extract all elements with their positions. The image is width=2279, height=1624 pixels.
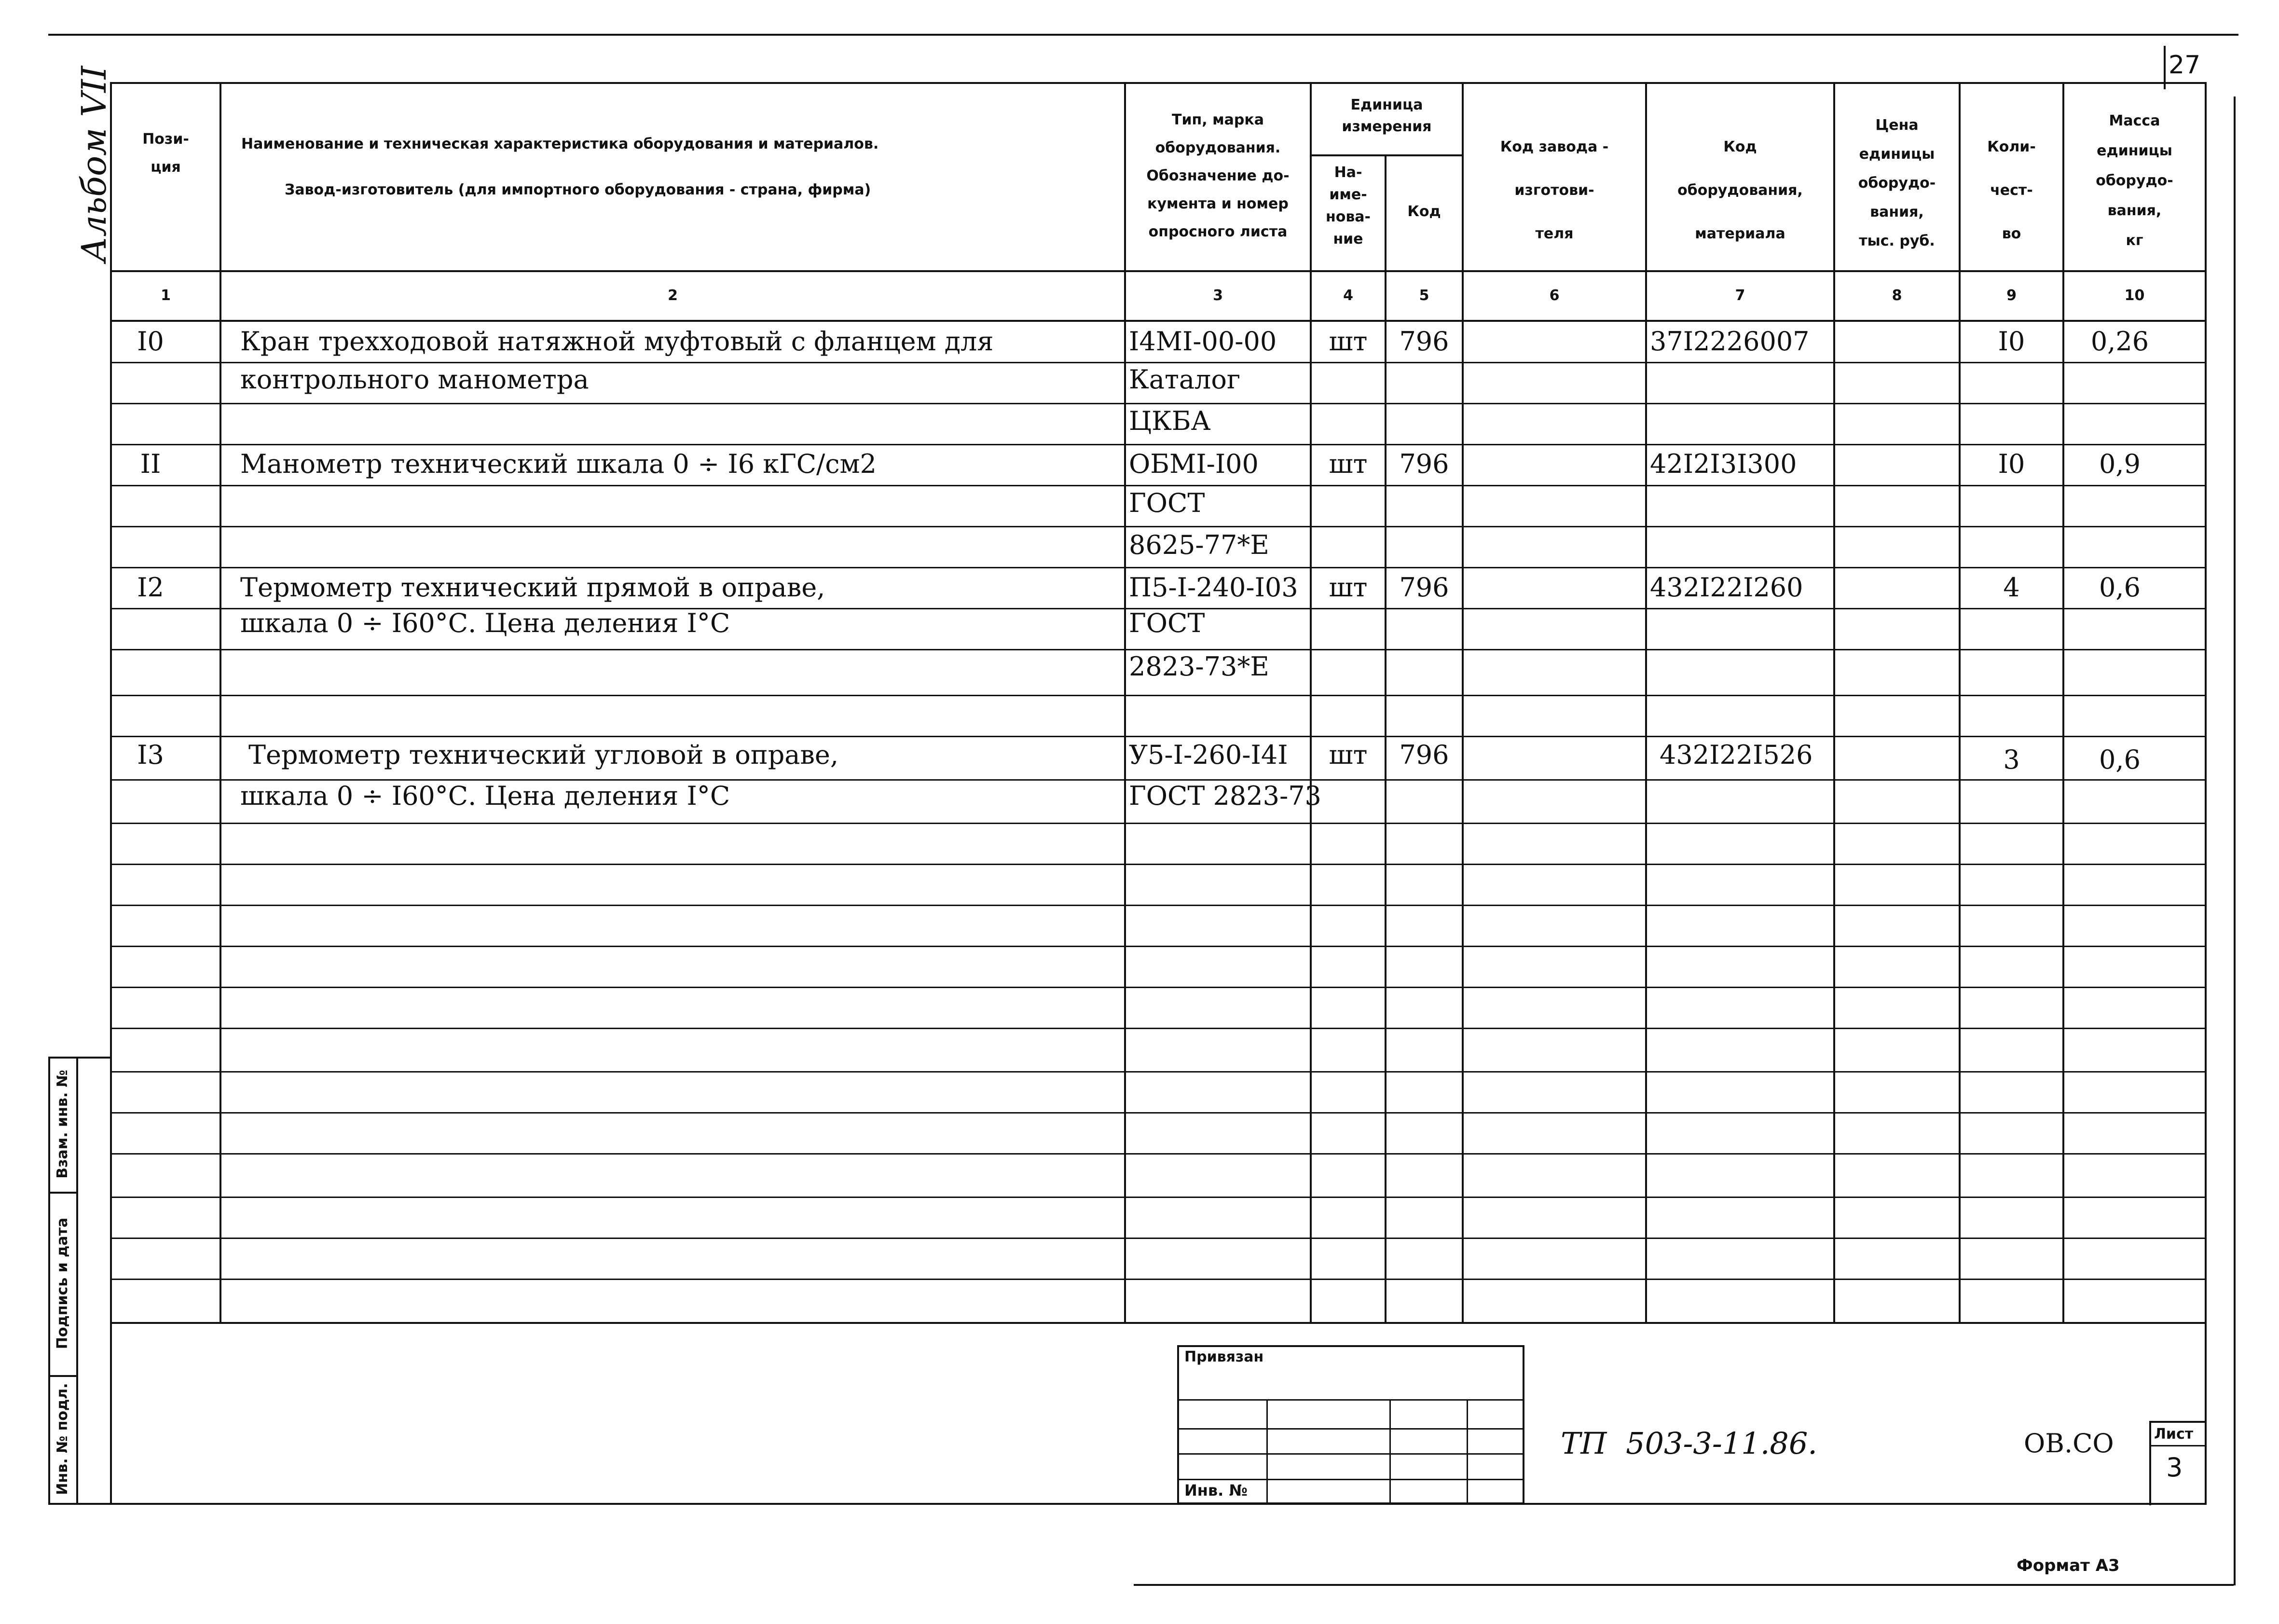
- col-sep-5: [1462, 82, 1464, 1323]
- row-line: [110, 823, 2207, 824]
- cell-position: I2: [137, 572, 164, 603]
- frame-bottom: [48, 1503, 2207, 1505]
- header-col2-line1: Наименование и техническая характеристика оборудования и материалов.: [241, 136, 879, 152]
- binding-col-line: [1266, 1399, 1268, 1504]
- album-label-wrap: [72, 39, 116, 289]
- cell-type: ГОСТ: [1129, 608, 1205, 638]
- cell-name: Термометр технический прямой в оправе,: [240, 572, 825, 603]
- cell-type: ГОСТ 2823-73: [1129, 781, 1321, 811]
- side-stamp-original-inv: Инв. № подл.: [54, 1383, 71, 1495]
- table-top: [110, 82, 2207, 84]
- table-bottom: [110, 1322, 2207, 1324]
- col-sep-3: [1310, 82, 1312, 1323]
- col-sep-1: [220, 82, 221, 1323]
- binding-row-line: [1177, 1399, 1524, 1401]
- row-line: [110, 1112, 2207, 1114]
- outer-right-border: [2234, 96, 2236, 1585]
- col-sep-8: [1959, 82, 1961, 1323]
- album-number: VII: [74, 66, 114, 117]
- cell-unit-code: 796: [1399, 326, 1449, 357]
- cell-name: Манометр технический шкала 0 ÷ I6 кГС/см2: [240, 449, 877, 479]
- cell-type: I4МI-00-00: [1129, 326, 1277, 357]
- column-number: 10: [2124, 287, 2145, 304]
- row-line: [110, 987, 2207, 988]
- row-line: [110, 905, 2207, 906]
- cell-type: П5-I-240-I03: [1129, 572, 1298, 603]
- row-line: [110, 946, 2207, 947]
- col-sep-6: [1645, 82, 1647, 1323]
- sheet-number: 3: [2166, 1452, 2183, 1483]
- row-line: [110, 1238, 2207, 1239]
- cell-unit: шт: [1329, 740, 1368, 770]
- row-line: [110, 1153, 2207, 1155]
- row-line: [110, 1028, 2207, 1029]
- cell-mass: 0,26: [2090, 326, 2149, 357]
- cell-position: II: [140, 449, 161, 479]
- page-number: 27: [2169, 51, 2201, 80]
- cell-type: Каталог: [1129, 364, 1241, 395]
- header-col5: Код: [1407, 203, 1441, 220]
- header-col9: Коли- чест- во: [1987, 138, 2036, 242]
- col-sep-9: [2062, 82, 2064, 1323]
- header-col2-line2: Завод-изготовитель (для импортного оборудования - страна, фирма): [285, 181, 871, 198]
- cell-qty: 3: [2003, 744, 2020, 775]
- binding-box: [1177, 1345, 1524, 1504]
- column-number: 4: [1343, 287, 1353, 304]
- row-line: [110, 526, 2207, 527]
- cell-unit-code: 796: [1399, 449, 1449, 479]
- column-number: 6: [1549, 287, 1560, 304]
- cell-mass: 0,6: [2099, 744, 2141, 775]
- cell-name: шкала 0 ÷ I60°С. Цена деления I°С: [240, 608, 730, 638]
- row-line: [110, 736, 2207, 737]
- cell-equip-code: 432I22I260: [1650, 572, 1803, 603]
- cell-qty: I0: [1998, 326, 2025, 357]
- cell-unit-code: 796: [1399, 572, 1449, 603]
- document-section: ОВ.СО: [2024, 1428, 2114, 1459]
- header-col10: Масса единицы оборудо- вания, кг: [2096, 112, 2173, 249]
- header-col7: Код оборудования, материала: [1677, 138, 1803, 242]
- units-group-split: [1310, 154, 1462, 156]
- row-line: [110, 864, 2207, 865]
- sheet-label: Лист: [2154, 1426, 2194, 1443]
- cell-equip-code: 432I22I526: [1660, 740, 1813, 770]
- cell-mass: 0,6: [2099, 572, 2141, 603]
- binding-inv-label: Инв. №: [1184, 1481, 1248, 1500]
- cell-qty: I0: [1998, 449, 2025, 479]
- row-line: [110, 1071, 2207, 1073]
- col-sep-2: [1124, 82, 1126, 1323]
- cell-equip-code: 37I2226007: [1650, 326, 1810, 357]
- cell-unit: шт: [1329, 572, 1368, 603]
- column-number: 8: [1892, 287, 1902, 304]
- cell-name: Кран трехходовой натяжной муфтовый с фланцем для: [240, 326, 994, 357]
- side-stamp-signature-date: Подпись и дата: [54, 1217, 71, 1349]
- binding-row-line: [1177, 1428, 1524, 1430]
- album-label: Альбом: [74, 127, 114, 262]
- row-line: [110, 1279, 2207, 1280]
- row-line: [110, 567, 2207, 568]
- top-border: [48, 34, 2238, 36]
- row-line: [110, 444, 2207, 445]
- binding-col-line: [1467, 1399, 1468, 1504]
- sheet-box-divider: [2149, 1445, 2206, 1446]
- binding-row-line: [1177, 1479, 1524, 1480]
- cell-type: У5-I-260-I4I: [1129, 740, 1288, 770]
- cell-type: ЦКБА: [1129, 406, 1211, 436]
- cell-name: контрольного манометра: [240, 364, 589, 395]
- row-line: [110, 485, 2207, 486]
- cell-type: ГОСТ: [1129, 488, 1205, 518]
- colnum-bottom: [110, 320, 2207, 322]
- cell-unit: шт: [1329, 449, 1368, 479]
- cell-type: 8625-77*Е: [1129, 530, 1269, 560]
- table-right: [2205, 82, 2207, 1323]
- cell-position: I3: [137, 740, 164, 770]
- column-number: 5: [1419, 287, 1429, 304]
- cell-equip-code: 42I2I3I300: [1650, 449, 1797, 479]
- column-number: 9: [2006, 287, 2017, 304]
- cell-unit-code: 796: [1399, 740, 1449, 770]
- header-col3: Тип, марка оборудования. Обозначение до- кумента и номер опросного листа: [1146, 111, 1290, 240]
- cell-name: Термометр технический угловой в оправе,: [248, 740, 838, 770]
- col-sep-7: [1833, 82, 1835, 1323]
- cell-unit: шт: [1329, 326, 1368, 357]
- column-number: 2: [668, 287, 678, 304]
- binding-col-line: [1389, 1399, 1391, 1504]
- column-number: 3: [1213, 287, 1223, 304]
- cell-qty: 4: [2003, 572, 2020, 603]
- cell-type: 2823-73*Е: [1129, 651, 1269, 682]
- cell-type: ОБМI-I00: [1129, 449, 1259, 479]
- column-number: 1: [161, 287, 171, 304]
- document-code: ТП 503-3-11.86.: [1561, 1426, 1818, 1461]
- binding-row-line: [1177, 1453, 1524, 1455]
- binding-label: Привязан: [1184, 1349, 1264, 1365]
- header-units-group: Единица измерения: [1342, 96, 1432, 135]
- row-line: [110, 362, 2207, 363]
- format-label: Формат А3: [2017, 1556, 2120, 1575]
- row-line: [110, 403, 2207, 404]
- header-col6: Код завода - изготови- теля: [1500, 138, 1609, 242]
- row-line: [110, 695, 2207, 696]
- header-col1: Пози- ция: [142, 131, 189, 176]
- cell-mass: 0,9: [2099, 449, 2141, 479]
- side-stamp-replaced-inv: Взам. инв. №: [54, 1070, 71, 1179]
- cell-name: шкала 0 ÷ I60°С. Цена деления I°С: [240, 781, 730, 811]
- cell-position: I0: [137, 326, 164, 357]
- header-col4: На- име- нова- ние: [1325, 164, 1371, 248]
- outer-bottom-border: [1134, 1584, 2234, 1586]
- row-line: [110, 1197, 2207, 1198]
- column-number: 7: [1735, 287, 1745, 304]
- header-col8: Цена единицы оборудо- вания, тыс. руб.: [1858, 117, 1936, 249]
- row-line: [110, 649, 2207, 650]
